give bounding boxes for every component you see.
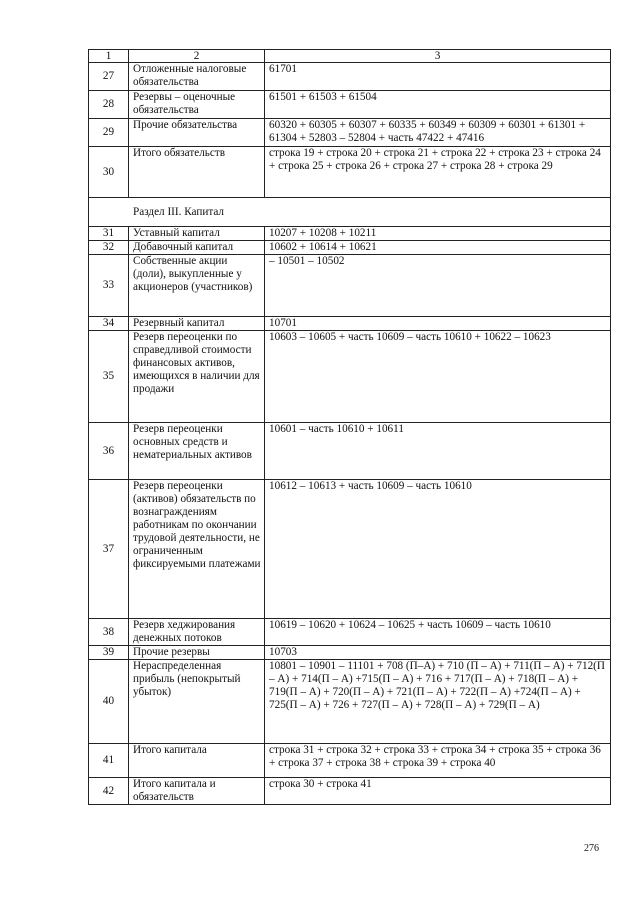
table-row [89, 119, 611, 147]
row-formula: 10703 [265, 646, 611, 660]
row-number: 33 [89, 255, 129, 317]
row-name: Резерв переоценки основных средств и нематериальных активов [129, 423, 265, 480]
row-number: 40 [89, 660, 129, 744]
row-name: Прочие обязательства [129, 119, 265, 147]
row-name: Резерв хеджирования денежных потоков [129, 619, 265, 646]
row-formula: 10701 [265, 317, 611, 331]
row-formula: 10603 – 10605 + часть 10609 – часть 10610 + 10622 – 10623 [265, 331, 611, 423]
row-number: 31 [89, 227, 129, 241]
row-name: Итого капитала [129, 744, 265, 778]
row-formula: 60320 + 60305 + 60307 + 60335 + 60349 + 60309 + 60301 + 61301 + 61304 + 52803 – 52804 + часть 47422 + 47416 [265, 119, 611, 147]
table-row [89, 423, 611, 480]
row-number: 38 [89, 619, 129, 646]
table-row [89, 480, 611, 619]
row-formula: 61701 [265, 63, 611, 91]
row-formula: – 10501 – 10502 [265, 255, 611, 317]
row-name: Нераспределенная прибыль (непокрытый убыток) [129, 660, 265, 744]
row-formula: 10601 – часть 10610 + 10611 [265, 423, 611, 480]
row-number: 42 [89, 778, 129, 805]
table-row [89, 744, 611, 778]
row-number: 36 [89, 423, 129, 480]
row-formula: 10619 – 10620 + 10624 – 10625 + часть 10609 – часть 10610 [265, 619, 611, 646]
row-formula: 61501 + 61503 + 61504 [265, 91, 611, 119]
row-number: 27 [89, 63, 129, 91]
table-header-row [89, 50, 611, 63]
table-row [89, 63, 611, 91]
row-name: Уставный капитал [129, 227, 265, 241]
row-number: 41 [89, 744, 129, 778]
balance-sheet-table [88, 49, 611, 805]
row-name: Прочие резервы [129, 646, 265, 660]
row-name: Добавочный капитал [129, 241, 265, 255]
row-number: 34 [89, 317, 129, 331]
header-col-2: 2 [129, 50, 265, 63]
table-row [89, 317, 611, 331]
row-formula: строка 30 + строка 41 [265, 778, 611, 805]
row-number: 32 [89, 241, 129, 255]
table-row [89, 331, 611, 423]
row-name: Резервы – оценочные обязательства [129, 91, 265, 119]
table-row [89, 241, 611, 255]
row-name: Итого обязательств [129, 147, 265, 198]
table-row [89, 619, 611, 646]
page-number: 276 [584, 843, 599, 854]
table-row [89, 147, 611, 198]
table-row [89, 778, 611, 805]
table-row [89, 227, 611, 241]
table-row [89, 255, 611, 317]
row-name: Итого капитала и обязательств [129, 778, 265, 805]
row-name: Резерв переоценки по справедливой стоимости финансовых активов, имеющихся в наличии для продажи [129, 331, 265, 423]
row-number: 35 [89, 331, 129, 423]
row-formula: строка 19 + строка 20 + строка 21 + строка 22 + строка 23 + строка 24 + строка 25 + строка 26 + строка 27 + строка 28 + строка 29 [265, 147, 611, 198]
table-row [89, 91, 611, 119]
row-name: Резерв переоценки (активов) обязательств по вознаграждениям работникам по окончании трудовой деятельности, не ограниченным фиксируемыми платежами [129, 480, 265, 619]
row-name: Отложенные налоговые обязательства [129, 63, 265, 91]
header-col-1: 1 [89, 50, 129, 63]
row-number: 29 [89, 119, 129, 147]
row-formula: строка 31 + строка 32 + строка 33 + строка 34 + строка 35 + строка 36 + строка 37 + строка 38 + строка 39 + строка 40 [265, 744, 611, 778]
row-formula: 10207 + 10208 + 10211 [265, 227, 611, 241]
row-number: 28 [89, 91, 129, 119]
section-row [89, 198, 611, 227]
header-col-3: 3 [265, 50, 611, 63]
table-row [89, 646, 611, 660]
table-row [89, 660, 611, 744]
section-title: Раздел III. Капитал [89, 198, 611, 227]
row-number: 37 [89, 480, 129, 619]
row-formula: 10602 + 10614 + 10621 [265, 241, 611, 255]
row-formula: 10612 – 10613 + часть 10609 – часть 10610 [265, 480, 611, 619]
row-formula: 10801 – 10901 – 11101 + 708 (П–А) + 710 (П – А) + 711(П – А) + 712(П – А) + 714(П – А) +715(П – А) + 716 + 717(П – А) + 718(П – А) + 719(П – А) + 720(П – А) + 721(П – А) + 722(П – А) +724(П – А) + 725(П – А) + 726 + 727(П – А) + 728(П – А) + 729(П – А) [265, 660, 611, 744]
row-number: 30 [89, 147, 129, 198]
row-name: Собственные акции (доли), выкупленные у акционеров (участников) [129, 255, 265, 317]
row-name: Резервный капитал [129, 317, 265, 331]
row-number: 39 [89, 646, 129, 660]
